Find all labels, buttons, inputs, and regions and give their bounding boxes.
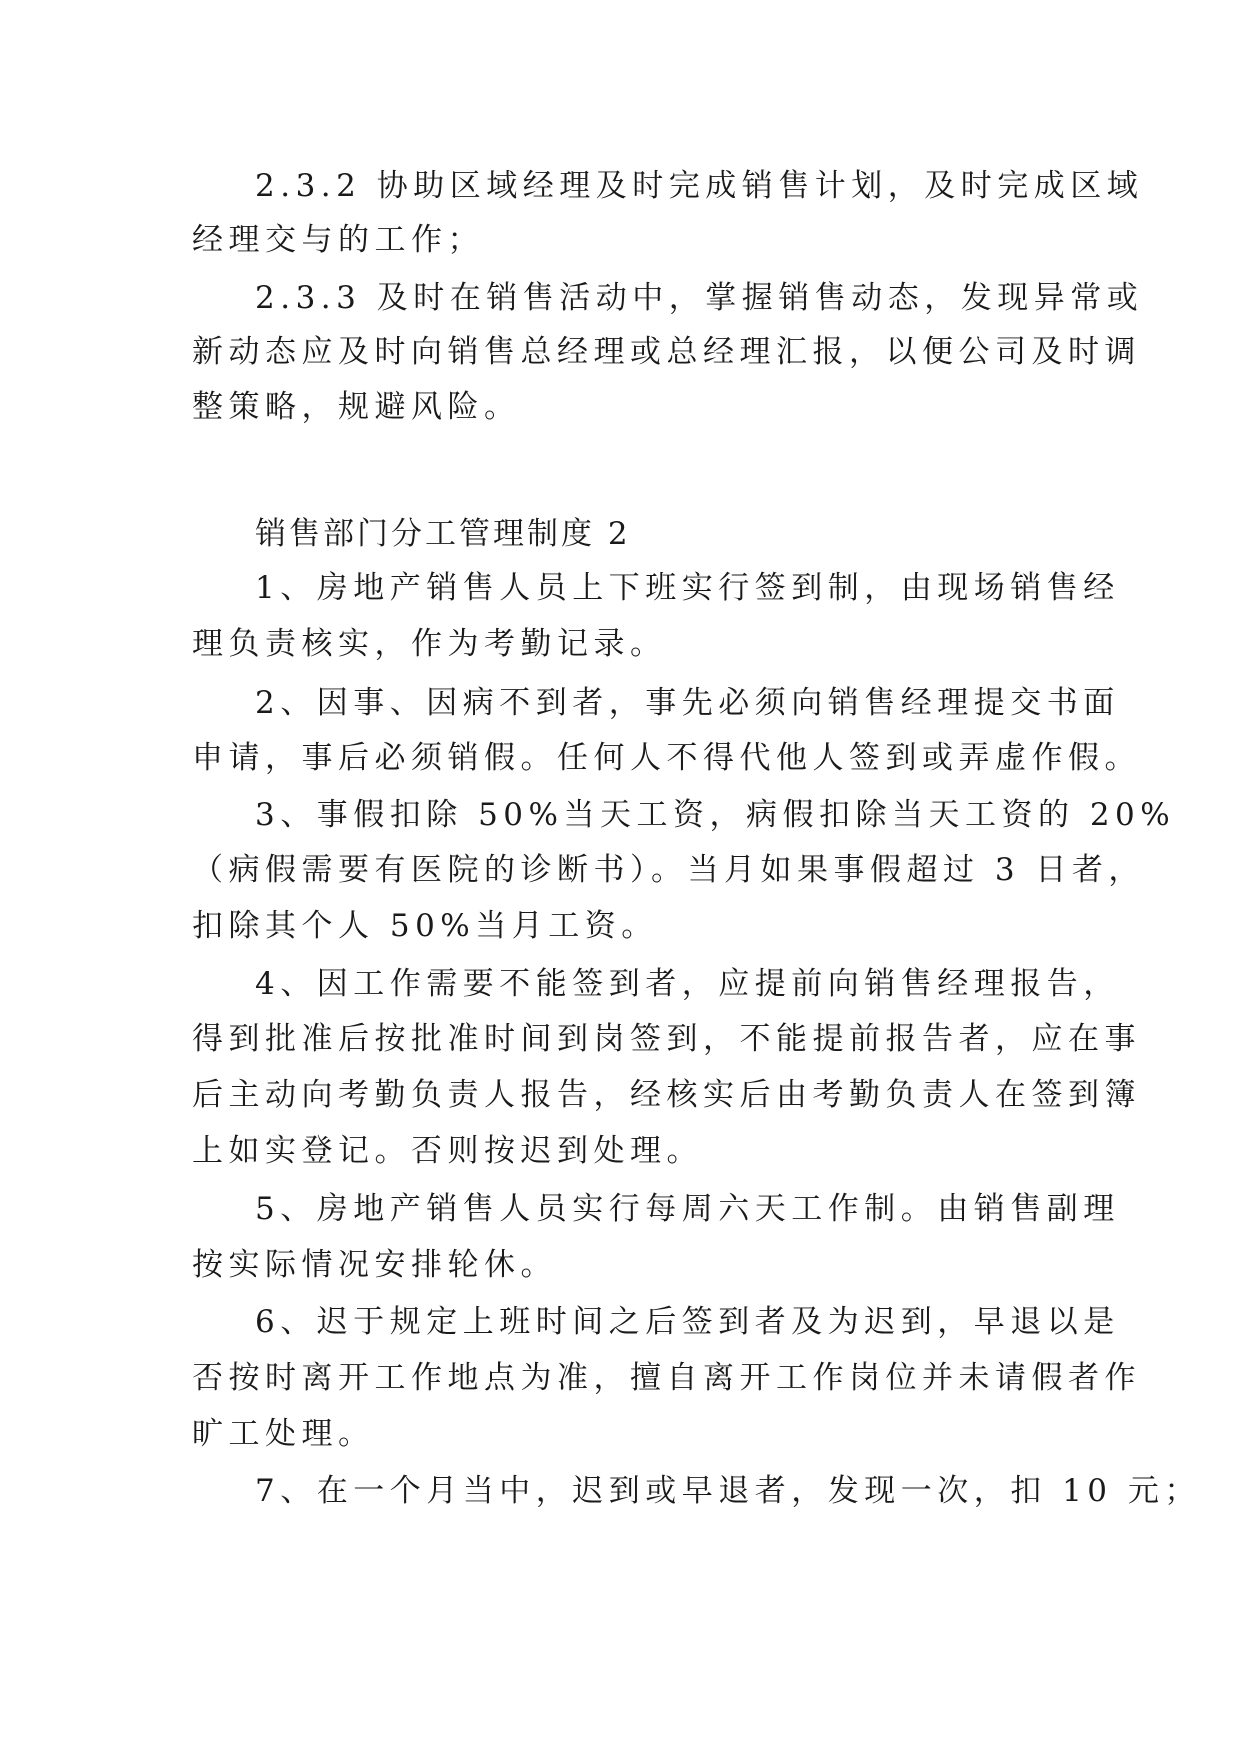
paragraph-2-3-3-line-1: 2.3.3 及时在销售活动中，掌握销售动态，发现异常或: [255, 280, 1144, 316]
item-4-line-4: 上如实登记。否则按迟到处理。: [192, 1133, 703, 1169]
item-7-line-1: 7、在一个月当中，迟到或早退者，发现一次，扣 10 元；: [255, 1473, 1201, 1509]
paragraph-2-3-3-line-2: 新动态应及时向销售总经理或总经理汇报，以便公司及时调: [192, 334, 1141, 370]
item-4-line-2: 得到批准后按批准时间到岗签到，不能提前报告者，应在事: [192, 1021, 1141, 1057]
item-5-line-1: 5、房地产销售人员实行每周六天工作制。由销售副理: [255, 1191, 1120, 1227]
section-title: 销售部门分工管理制度 2: [255, 516, 631, 552]
item-2-line-2: 申请，事后必须销假。任何人不得代他人签到或弄虚作假。: [192, 740, 1141, 776]
item-4-line-3: 后主动向考勤负责人报告，经核实后由考勤负责人在签到簿: [192, 1077, 1141, 1113]
paragraph-2-3-2-line-2: 经理交与的工作；: [192, 222, 484, 258]
item-6-line-1: 6、迟于规定上班时间之后签到者及为迟到，早退以是: [255, 1304, 1120, 1340]
paragraph-2-3-2-line-1: 2.3.2 协助区域经理及时完成销售计划，及时完成区域: [255, 168, 1144, 204]
item-3-line-2: （病假需要有医院的诊断书）。当月如果事假超过 3 日者，: [192, 852, 1145, 888]
paragraph-2-3-3-line-3: 整策略，规避风险。: [192, 389, 521, 425]
item-1-line-1: 1、房地产销售人员上下班实行签到制，由现场销售经: [255, 570, 1120, 606]
item-2-line-1: 2、因事、因病不到者，事先必须向销售经理提交书面: [255, 685, 1120, 721]
item-1-line-2: 理负责核实，作为考勤记录。: [192, 626, 667, 662]
item-3-line-1: 3、事假扣除 50%当天工资，病假扣除当天工资的 20%: [255, 797, 1176, 833]
item-3-line-3: 扣除其个人 50%当月工资。: [192, 908, 658, 944]
item-6-line-3: 旷工处理。: [192, 1416, 375, 1452]
item-6-line-2: 否按时离开工作地点为准，擅自离开工作岗位并未请假者作: [192, 1360, 1141, 1396]
item-5-line-2: 按实际情况安排轮休。: [192, 1247, 557, 1283]
item-4-line-1: 4、因工作需要不能签到者，应提前向销售经理报告，: [255, 966, 1120, 1002]
